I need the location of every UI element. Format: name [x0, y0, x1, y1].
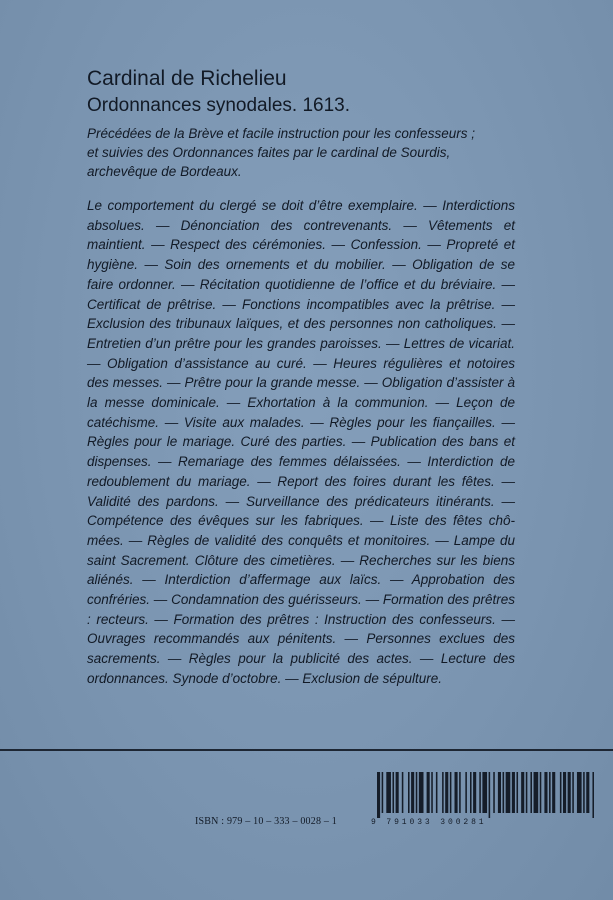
subtitle-line: archevêque de Bordeaux. — [87, 164, 242, 179]
barcode-panel — [365, 768, 603, 832]
book-subtitle — [87, 124, 527, 181]
isbn-label: ISBN : 979 – 10 – 333 – 0028 – 1 — [195, 816, 337, 827]
book-title: Ordonnances synodales. 1613. — [87, 95, 351, 116]
subtitle-line: Précédées de la Brève et facile instruction pour les confesseurs ; — [87, 126, 475, 141]
author-name: Cardinal de Richelieu — [87, 67, 287, 90]
contents-summary: Le comportement du clergé se doit d’être exemplaire. — Interdictions absolues. — Dénonciation des contrevenants. — Vêtements et maintient. — Respect des cérémonies. — Confession. — Propreté et hygiène. — Soin des ornements et du mobilier. — Obligation de se faire ordonner. — Récitation quotidienne de l’office et du bréviaire. — Certificat de prêtrise. — Fonctions incompatibles avec la prêtrise. — Exclusion des tribunaux laïques, et des personnes non catholiques. — Entretien d’un prêtre pour les grandes paroisses. — Lettres de vicariat. — Obligation d’assistance au curé. — Heures régulières et notoires des messes. — Prêtre pour la grande messe. — Obligation d’assister à la messe dominicale. — Exhortation à la communion. — Leçon de catéchisme. — Visite aux malades. — Règles pour les fiançailles. — Règles pour le mariage. Curé des parties. — Publication des bans et dispenses. — Remariage des femmes délaissées. — Interdiction de redoublement du mariage. — Report des foires durant les fêtes. — Validité des pardons. — Surveillance des prédicateurs itinérants. — Compétence des évêques sur les fabriques. — Liste des fêtes chômées. — Règles de validité des conquêts et monitoires. — Lampe du saint Sacrement. Clôture des cimetières. — Recherches sur les biens aliénés. — Interdiction d’affermage aux laïcs. — Approbation des confréries. — Condamnation des guérisseurs. — Formation des prêtres : recteurs. — Formation des prêtres : Instruction des confesseurs. — Ouvrages recommandés aux pénitents. — Personnes exclues des sacrements. — Règles pour la publicité des actes. — Lecture des ordonnances. Synode d’octobre. — Exclusion de sépulture. — [87, 198, 515, 686]
barcode-icon — [375, 772, 597, 818]
barcode-number: 9 791033 300281 — [371, 818, 487, 827]
subtitle-line: et suivies des Ordonnances faites par le cardinal de Sourdis, — [87, 145, 451, 160]
horizontal-divider — [0, 749, 613, 751]
